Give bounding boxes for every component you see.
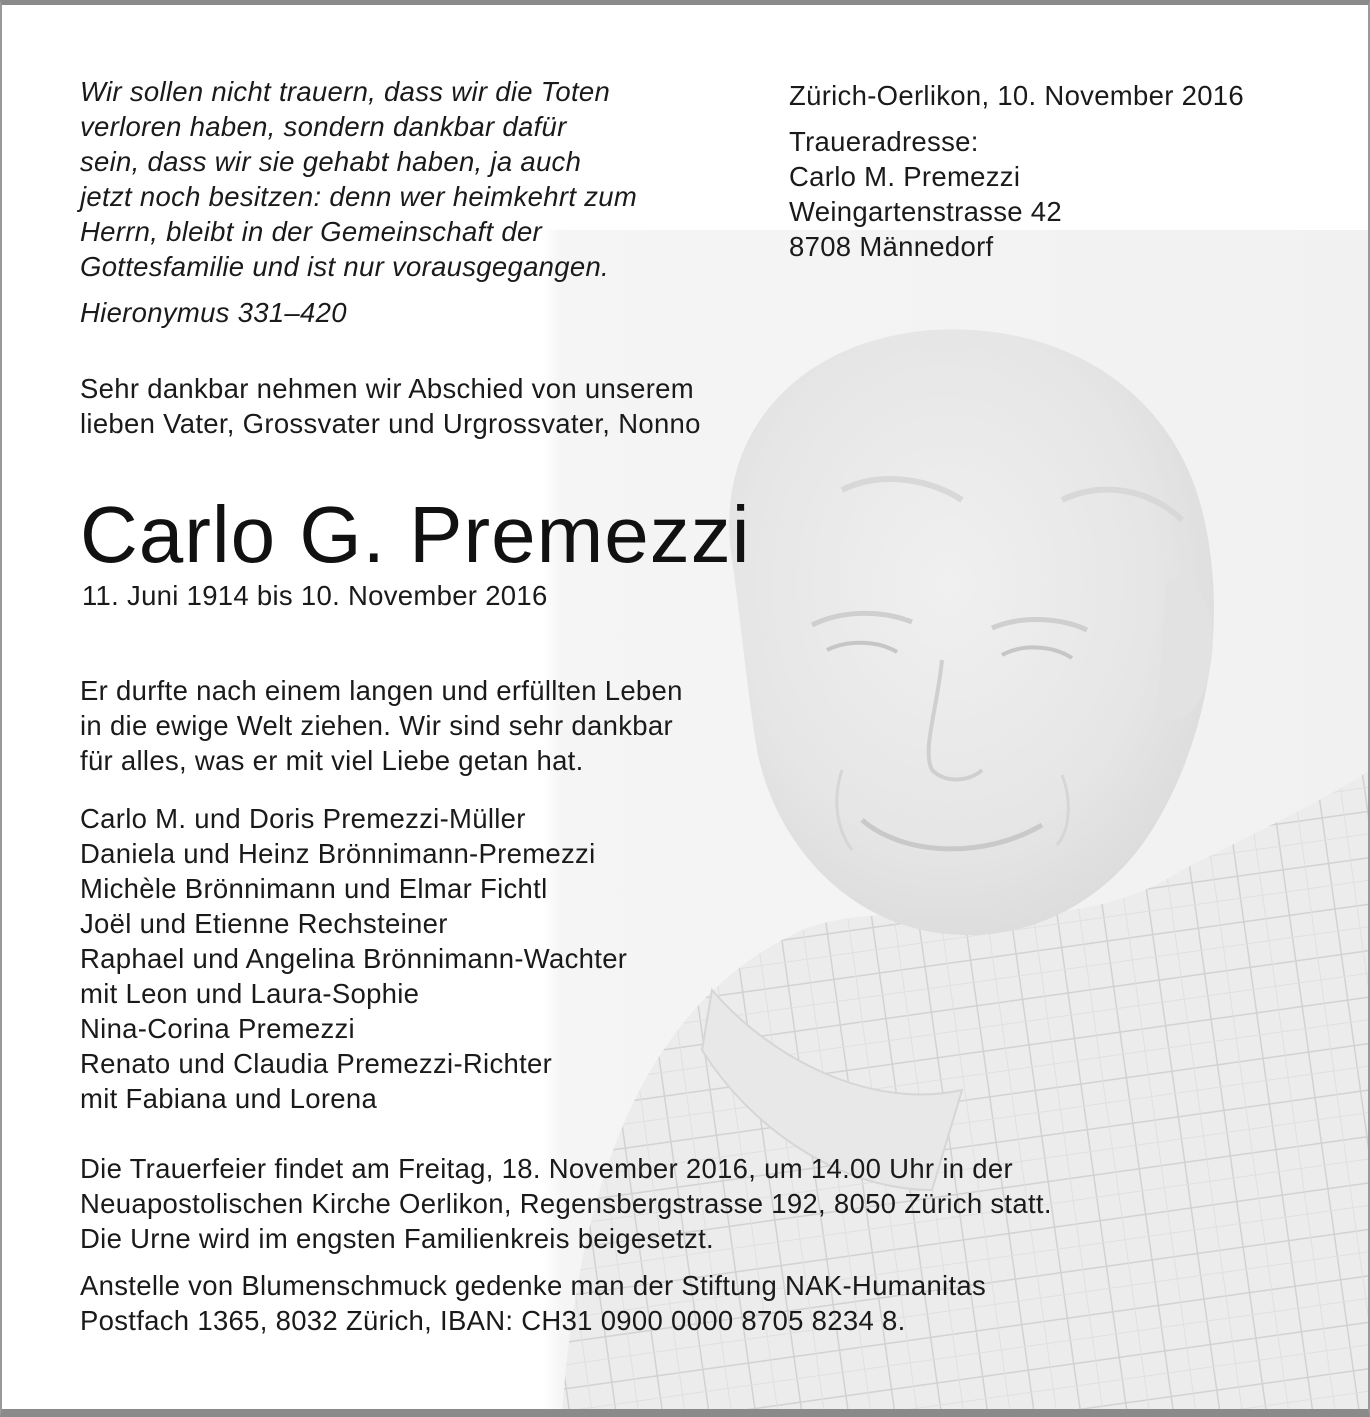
ceremony-line: Die Urne wird im engsten Familienkreis beigesetzt. bbox=[80, 1223, 714, 1254]
tribute-line: in die ewige Welt ziehen. Wir sind sehr dankbar bbox=[80, 710, 673, 741]
donation-line: Postfach 1365, 8032 Zürich, IBAN: CH31 0900 0000 8705 8234 8. bbox=[80, 1305, 906, 1336]
mourner-entry: Renato und Claudia Premezzi-Richter bbox=[80, 1048, 553, 1079]
ceremony-info bbox=[80, 1151, 1052, 1256]
quote-line: sein, dass wir sie gehabt haben, ja auch bbox=[80, 146, 582, 177]
address-line: Carlo M. Premezzi bbox=[789, 161, 1021, 192]
mourner-entry: mit Fabiana und Lorena bbox=[80, 1083, 378, 1114]
quote-line: Gottesfamilie und ist nur vorausgegangen. bbox=[80, 251, 609, 282]
donation-line: Anstelle von Blumenschmuck gedenke man der Stiftung NAK-Humanitas bbox=[80, 1270, 987, 1301]
tribute-line: Er durfte nach einem langen und erfüllten Leben bbox=[80, 675, 683, 706]
mourner-entry: Michèle Brönnimann und Elmar Fichtl bbox=[80, 873, 548, 904]
quote-line: Herrn, bleibt in der Gemeinschaft der bbox=[80, 216, 543, 247]
address-line: Weingartenstrasse 42 bbox=[789, 196, 1062, 227]
mourner-entry: Raphael und Angelina Brönnimann-Wachter bbox=[80, 943, 628, 974]
mourner-entry: Daniela und Heinz Brönnimann-Premezzi bbox=[80, 838, 596, 869]
quote-line: jetzt noch besitzen: denn wer heimkehrt zum bbox=[80, 181, 638, 212]
quote-block bbox=[80, 74, 637, 284]
mourner-entry: mit Leon und Laura-Sophie bbox=[80, 978, 420, 1009]
tribute-line: für alles, was er mit viel Liebe getan hat. bbox=[80, 745, 584, 776]
mourner-entry: Nina-Corina Premezzi bbox=[80, 1013, 355, 1044]
address-line: 8708 Männedorf bbox=[789, 231, 994, 262]
place-date: Zürich-Oerlikon, 10. November 2016 bbox=[789, 80, 1244, 111]
intro-line: lieben Vater, Grossvater und Urgrossvater, Nonno bbox=[80, 408, 701, 439]
ceremony-line: Neuapostolischen Kirche Oerlikon, Regensbergstrasse 192, 8050 Zürich statt. bbox=[80, 1188, 1052, 1219]
tribute-text bbox=[80, 673, 683, 778]
intro-text bbox=[80, 371, 701, 441]
donation-info bbox=[80, 1268, 986, 1338]
mourner-entry: Joël und Etienne Rechsteiner bbox=[80, 908, 448, 939]
deceased-name: Carlo G. Premezzi bbox=[80, 490, 751, 579]
quote-author: Hieronymus 331–420 bbox=[80, 297, 347, 328]
ceremony-line: Die Trauerfeier findet am Freitag, 18. November 2016, um 14.00 Uhr in der bbox=[80, 1153, 1013, 1184]
mourner-entry: Carlo M. und Doris Premezzi-Müller bbox=[80, 803, 526, 834]
mourners-list bbox=[80, 801, 627, 1116]
quote-line: verloren haben, sondern dankbar dafür bbox=[80, 111, 567, 142]
life-dates: 11. Juni 1914 bis 10. November 2016 bbox=[82, 580, 548, 611]
address-label: Traueradresse: bbox=[789, 126, 979, 157]
mourning-address bbox=[789, 124, 1062, 264]
intro-line: Sehr dankbar nehmen wir Abschied von unserem bbox=[80, 373, 694, 404]
quote-line: Wir sollen nicht trauern, dass wir die Toten bbox=[80, 76, 611, 107]
